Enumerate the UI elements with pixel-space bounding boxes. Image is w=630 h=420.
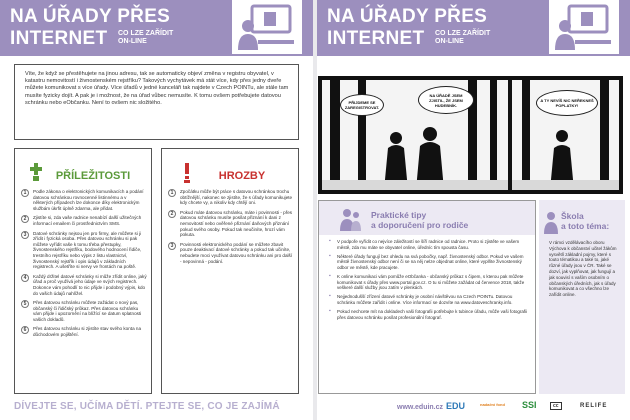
page-title-line2: INTERNET <box>10 28 108 49</box>
item-number: 3 <box>21 231 29 239</box>
list-item <box>168 210 294 238</box>
list-item: ▪ Některé úřady fungují bez ohledu na svá pobočky, např. živnostenský odbor. Pokud ve vašem městě živnostenský odbor není či se na něj nelze objednat online, které vyplňte živnostenský odbor ve městě, kde pracujete. <box>329 254 529 271</box>
page-title-line1: NA ÚŘADY PŘES <box>10 6 171 27</box>
list-item: ▪ K online komunikaci vám pomůže eObčanka - občanský průkaz s čipem, s kterou pak můžete komunikovat s úřady přes www.portal.gov.cz. O tu si můžete zažádat od července 2018, takže veškeré další služby jsou zatím v plenkách. <box>329 274 529 291</box>
cc-license-logo: cc <box>550 402 562 410</box>
school-box <box>539 200 625 394</box>
list-item <box>21 274 147 296</box>
threats-list <box>168 189 294 268</box>
item-text: Podle zákona o elektronických komunikacích a podání datovou schránkou rovnocenné listinnému a v některých případech lze dokonce díky elektronickým službám úkrfit úplně zdarma, ale přidat. <box>33 189 144 211</box>
opportunities-title: PŘÍLEŽITOSTI <box>55 170 131 182</box>
list-item <box>21 189 147 211</box>
item-text: Zpočátku může být práce s datovou schránkou trochu obtížnější, nakonec se zjistíte, že s úřady komunikujete kdy chcete vy, a nikoliv kdy chtějí oni. <box>180 189 293 206</box>
item-number: 3 <box>168 242 176 250</box>
list-item: ▪ Nejjednodušší zřízení datové schránky je osobní návštěvou na Czech POINTu. Datovou schránku můžete zařídit i online. Více informací se dozvíte na www.datoveschranky.info. <box>329 294 529 305</box>
computer-user-icon <box>232 0 302 54</box>
speech-bubble: NA ÚŘADĚ JSEM ZJISTIL, ŽE JSEM HUDEBNÍK. <box>418 86 474 114</box>
teacher-icon <box>543 212 559 234</box>
item-text: Přes datovou schránku můžete zažádat o nový pas, občanský či řidičský průkaz. Přes datovou schránku vám přijde i upozornění na blížící se datum splatnosti vašich dokladů. <box>33 300 142 322</box>
subtitle-line2: ON-LINE <box>118 38 147 45</box>
tips-list <box>329 239 529 324</box>
header-band <box>0 0 313 56</box>
item-number: 2 <box>21 215 29 223</box>
item-number: 2 <box>168 210 176 218</box>
subtitle-line1: CO LZE ZAŘÍDIT <box>118 30 174 37</box>
item-text: Každý držitel datové schránky si může zřídit online, jaký úřad a proč využívá jeho údaje ve svých registrech. Dokonce vám pohodlí to nic přijde i podobný výpis, kdo do vašich údajů nahlížel. <box>33 273 147 296</box>
left-page <box>0 0 313 420</box>
intro-text: Víte, že když se přestěhujete na jinou adresu, tak se automaticky objeví změna v registru obyvatel, v katastru nemovitostí i živnostenském rejstříku? Takových vychytávek má stát více, kdy přes jedny dveře můžete komunikovat s více úřady. Více úřadů v jedné kanceláři tak najdete v Czech POINTu, ale stále tam musíte fyzicky dojít. A pak je i možnost, že na úřad vůbec nemusíte. K tomu ovšem potřebujete datovou schránku nebo eObčanku. Není to ovšem nic složitého. <box>25 71 289 106</box>
relife-logo: RELIFE <box>580 403 608 409</box>
page-subtitle <box>435 30 490 46</box>
list-item <box>168 242 294 264</box>
ssi-logo: SSI <box>522 400 537 410</box>
website-link[interactable]: www.eduin.cz <box>397 404 444 411</box>
partner-logos <box>446 396 624 418</box>
school-title-line1: Škola <box>561 211 584 221</box>
item-number: 6 <box>21 326 29 334</box>
list-item <box>21 215 147 226</box>
list-item <box>21 231 147 270</box>
intro-box <box>14 64 299 140</box>
list-item: ▪ Pokud nechcete mít na dokladech vaši fotografii potřebujte k tubince úřadu, může vaši fotografii přes datovou schránku posílat profesionální fotograf. <box>329 309 529 320</box>
item-number: 5 <box>21 300 29 308</box>
threats-panel <box>161 148 299 394</box>
threats-title: HROZBY <box>218 170 266 182</box>
speech-bubble: PŘIJDEME SE ZAREGISTROVAT. <box>340 94 384 116</box>
right-page <box>317 0 630 420</box>
list-item: ▪ V podpoře vyřídit co nejvíce záležitostí se šíří radnice od radnice. Proto si zjistěte ve vašem městě, zda mu máte se obyvatel online, úředníc tím spousta času. <box>329 239 529 250</box>
parents-icon <box>339 207 363 231</box>
footer-slogan: DÍVEJTE SE, UČÍMA DĚTÍ. PTEJTE SE, CO JE ZAJÍMÁ <box>14 401 280 412</box>
page-title-line1: NA ÚŘADY PŘES <box>327 6 488 27</box>
item-number: 4 <box>21 274 29 282</box>
school-title <box>561 212 609 231</box>
tips-title-line2: a doporučení pro rodiče <box>371 219 469 230</box>
item-number: 1 <box>21 189 29 197</box>
tips-title <box>371 211 468 230</box>
computer-user-icon <box>549 0 619 54</box>
tips-box <box>318 200 536 394</box>
edu-logo: EDU <box>446 401 466 411</box>
item-text: Datové schránky nejsou jen pro firmy, ale můžete si ji zřídit i fyzická osoba. Přes datovou schránku si pak můžete vyřídit vaše k tomu třeba přestupky, živnostenského rejstříku, bodového hodnocení řidiče, trestního rejstříku nebo výpis z listu vlastnictví, živnostenský rejstřík i opis údajů v základních registrech. A ušetříte si nervy ve frontách na poště. <box>33 230 142 270</box>
list-item <box>21 326 147 337</box>
page-title-line2: INTERNET <box>327 28 425 49</box>
opportunities-list <box>21 189 147 342</box>
tips-title-line1: Praktické tipy <box>371 210 427 220</box>
speech-bubble: A TY NEVÍŠ NIC NEŘEKNEŠ POPLATKY! <box>536 90 598 116</box>
subtitle-line1: CO LZE ZAŘÍDIT <box>435 30 491 37</box>
item-text: Přes datovou schránku si zjistíte stav svého konta na důchodovém pojištění. <box>33 326 142 338</box>
list-item <box>168 189 294 206</box>
header-band <box>317 0 630 56</box>
opportunities-panel <box>14 148 152 394</box>
page-subtitle <box>118 30 173 46</box>
item-text: Zjistíte si, zda vaše radnice nenabízí další užitečných informací emailem či prostřednictvím SMS. <box>33 215 142 226</box>
school-text: V rámci vzdělávacího oboru Výchova k občanství učitel žákům vysvětlí základní pojmy, které s touto tématikou a také to, jaké různé úřady jsou v ČR. Také se dozví, jak vyplňovat, jak fungují a jak souvisí s vaším osobním o občanských úředních, jak s úřady komunikovat a co všechno lze zařídit online. <box>549 240 617 298</box>
subtitle-line2: ON-LINE <box>435 38 464 45</box>
tips-header <box>319 201 535 235</box>
item-number: 1 <box>168 189 176 197</box>
list-item <box>21 300 147 322</box>
item-text: Pokud máte datovou schránku, máte i povinnosti - přes datovou schránku musíte posílat přiznání k dani z nemovitostí nebo ověřené přiznání daňových přiznání pokud svého osoby. Pokud tak neučiníte, hrozí vám pokuta. <box>180 209 293 238</box>
item-text: Povinnosti elektronického podání se můžete zbavit pouze deaktivací datové schránky a pokud tak učiníte, nebudete moci využívat datovou schránku ani pro další - nepovinná - podání. <box>180 241 293 264</box>
school-title-line2: a toto téma: <box>561 220 610 231</box>
foundation-logo: nadační fond <box>480 402 505 407</box>
comic-strip <box>318 76 623 194</box>
